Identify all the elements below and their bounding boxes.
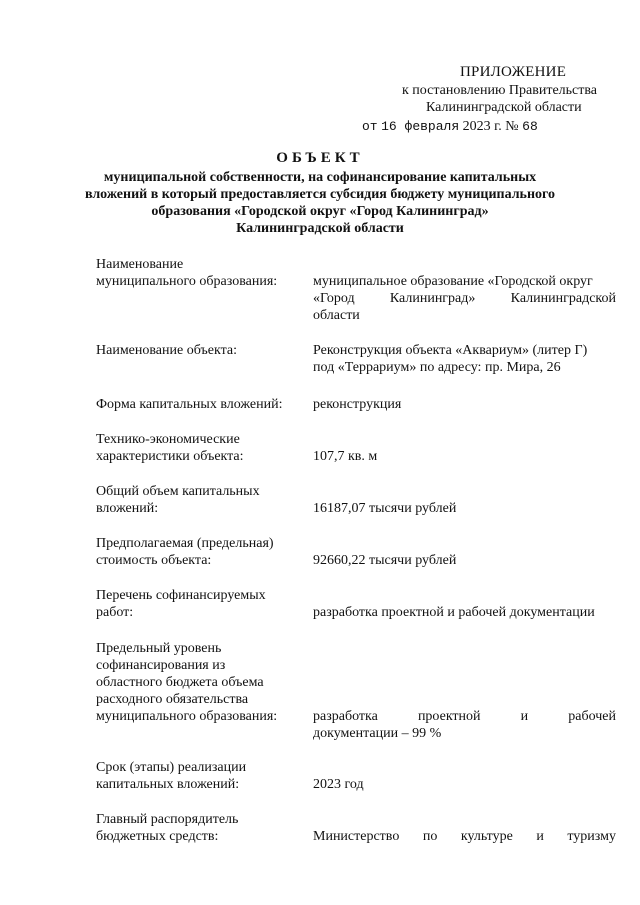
appendix-line-2: Калининградской области bbox=[426, 100, 582, 115]
label-line: Предполагаемая (предельная) bbox=[96, 536, 274, 551]
value-line: области bbox=[313, 308, 360, 323]
subtitle-line: образования «Городской округ «Город Калининград» bbox=[151, 204, 489, 219]
label-line: работ: bbox=[96, 605, 134, 620]
value-word: разработка bbox=[313, 709, 378, 724]
label-line: софинансирования из bbox=[96, 658, 226, 673]
value-word: и bbox=[536, 829, 544, 844]
subtitle-line: Калининградской области bbox=[236, 221, 404, 236]
value-word: Министерство bbox=[313, 829, 400, 844]
field-label bbox=[96, 640, 301, 725]
label-line: капитальных вложений: bbox=[96, 777, 240, 792]
field-label bbox=[96, 759, 301, 793]
field-label bbox=[96, 256, 301, 290]
field-value bbox=[313, 342, 616, 376]
label-line: Срок (этапы) реализации bbox=[96, 760, 247, 775]
value-line bbox=[313, 708, 616, 725]
field-label bbox=[96, 431, 301, 465]
label-line: муниципального образования: bbox=[96, 274, 278, 289]
value-line: Реконструкция объекта «Аквариум» (литер Г) bbox=[313, 343, 588, 358]
label-line: Перечень софинансируемых bbox=[96, 588, 266, 603]
field-label bbox=[96, 483, 301, 517]
label-line: муниципального образования: bbox=[96, 709, 278, 724]
field-label bbox=[96, 811, 301, 845]
resolution-number: 68 bbox=[522, 119, 538, 134]
label-line: Наименование bbox=[96, 257, 184, 272]
value-line: муниципальное образование «Городской округ bbox=[313, 274, 593, 289]
field-value: 16187,07 тысячи рублей bbox=[313, 501, 457, 516]
label-line: областного бюджета объема bbox=[96, 675, 264, 690]
label-line: вложений: bbox=[96, 501, 159, 516]
appendix-date-line bbox=[362, 118, 538, 135]
field-value: 107,7 кв. м bbox=[313, 449, 378, 464]
label-line: бюджетных средств: bbox=[96, 829, 219, 844]
label-line: Главный распорядитель bbox=[96, 812, 239, 827]
field-label: Наименование объекта: bbox=[96, 343, 237, 358]
field-label: Форма капитальных вложений: bbox=[96, 397, 283, 412]
value-word: проектной bbox=[417, 709, 481, 724]
field-value: реконструкция bbox=[313, 397, 402, 412]
field-value: разработка проектной и рабочей документации bbox=[313, 605, 595, 620]
document-title: ОБЪЕКТ bbox=[276, 150, 364, 166]
date-value: 16 февраля bbox=[381, 119, 460, 134]
label-line: Общий объем капитальных bbox=[96, 484, 260, 499]
subtitle-line: вложений в который предоставляется субсидия бюджету муниципального bbox=[84, 187, 556, 202]
field-label bbox=[96, 535, 301, 569]
subtitle-line: муниципальной собственности, на софинансирование капитальных bbox=[103, 170, 537, 185]
value-line: под «Террариум» по адресу: пр. Мира, 26 bbox=[313, 360, 561, 375]
field-value bbox=[313, 828, 616, 845]
date-prefix: от bbox=[362, 119, 378, 134]
label-line: стоимость объекта: bbox=[96, 553, 212, 568]
value-line: «Город Калининград» Калининградской bbox=[313, 291, 616, 306]
value-word: культуре bbox=[460, 829, 513, 844]
value-line bbox=[313, 828, 616, 845]
appendix-line-1: к постановлению Правительства bbox=[402, 83, 598, 98]
date-year: 2023 г. № bbox=[462, 119, 519, 134]
document-subtitle bbox=[80, 169, 560, 237]
appendix-title: ПРИЛОЖЕНИЕ bbox=[460, 64, 567, 80]
value-line: документации – 99 % bbox=[313, 726, 442, 741]
label-line: расходного обязательства bbox=[96, 692, 249, 707]
field-value bbox=[313, 273, 616, 324]
value-word: рабочей bbox=[568, 709, 616, 724]
value-word: туризму bbox=[567, 829, 616, 844]
field-value bbox=[313, 708, 616, 742]
field-value: 92660,22 тысячи рублей bbox=[313, 553, 457, 568]
value-word: по bbox=[422, 829, 438, 844]
label-line: Технико-экономические bbox=[96, 432, 240, 447]
field-label bbox=[96, 587, 301, 621]
field-value: 2023 год bbox=[313, 777, 364, 792]
label-line: Предельный уровень bbox=[96, 641, 222, 656]
value-word: и bbox=[520, 709, 529, 724]
label-line: характеристики объекта: bbox=[96, 449, 244, 464]
